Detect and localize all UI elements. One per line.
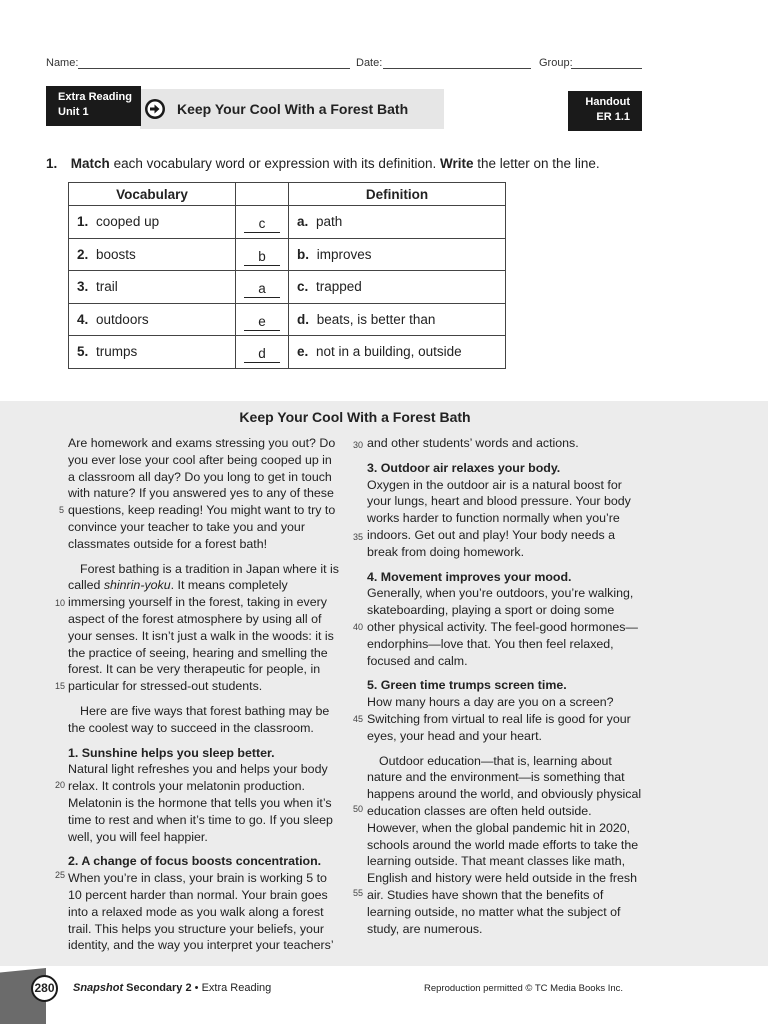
unit-line1: Extra Reading <box>58 91 132 103</box>
table-header-row <box>69 183 506 206</box>
line-number: 5 <box>59 505 65 515</box>
paragraph: Generally, when you’re outdoors, you’re walking, skateboarding, playing a sport or doing some other physical activity. The feel-good hormones—endorphins—love that. You then feel relaxed, focused and calm. <box>367 586 638 668</box>
definition-letter: a. <box>297 214 309 230</box>
definition-text: not in a building, outside <box>316 344 462 360</box>
section-heading: 1. Sunshine helps you sleep better. <box>68 745 275 760</box>
definition-header: Definition <box>289 183 506 206</box>
question-1-instruction <box>46 156 600 171</box>
line-number: 25 <box>55 870 66 880</box>
definition-letter: e. <box>297 344 309 360</box>
answer-blank[interactable]: b <box>244 249 280 266</box>
line-number: 35 <box>353 532 364 542</box>
table-row <box>69 238 506 271</box>
table-row <box>69 303 506 336</box>
vocab-word: trumps <box>96 344 138 360</box>
answer-header <box>236 183 289 206</box>
group-field[interactable] <box>571 68 642 69</box>
unit-tag <box>46 86 141 126</box>
vocab-word: boosts <box>96 246 136 262</box>
verb-write: Write <box>439 156 474 171</box>
line-number: 40 <box>353 622 364 632</box>
name-label: Name: <box>46 57 79 69</box>
definition-text: path <box>316 214 343 230</box>
paragraph-text: . It means completely immersing yourself in the forest, taking in every aspect of the forest atmosphere by using all of your senses. It isn’t just a walk in the woods: it is the practice of seeing, hearing and smelling the forest. It can be very therapeutic for people, in particular for stressed-out students. <box>68 578 334 694</box>
vocab-word: trail <box>96 279 118 295</box>
definition-text: improves <box>316 246 372 262</box>
table-row <box>69 271 506 304</box>
paragraph: Here are five ways that forest bathing may be the coolest way to succeed in the classroom. <box>68 703 330 735</box>
definition-letter: b. <box>297 246 309 262</box>
line-number: 15 <box>55 681 66 691</box>
table-row <box>69 336 506 369</box>
paragraph: Outdoor education—that is, learning about nature and the environment—is something that happens around the world, and obviously physical education classes are often held outside. However, when the global pandemic hit in 2020, schools around the world made efforts to take the learning outside. That meant classes like math, English and history were held outside in the fresh air. Studies have shown that the benefits of learning outside, no matter what the subject of study, are numerous. <box>367 753 642 936</box>
row-number: 3. <box>77 279 89 295</box>
handout-tag <box>568 91 642 131</box>
paragraph <box>68 561 340 695</box>
definition-letter: c. <box>297 279 309 295</box>
row-number: 4. <box>77 311 89 327</box>
handout-line1: Handout <box>585 96 630 108</box>
paragraph: Natural light refreshes you and helps your body relax. It controls your melatonin production. Melatonin is the hormone that tells you when it’s time to rest and when it’s time to go. If you sleep well, you will feel happier. <box>68 762 333 844</box>
section-heading: 5. Green time trumps screen time. <box>367 678 567 693</box>
group-label: Group: <box>539 57 573 69</box>
definition-letter: d. <box>297 311 309 327</box>
line-number: 45 <box>353 714 364 724</box>
vocabulary-table <box>68 182 506 369</box>
row-number: 1. <box>77 214 89 230</box>
vocab-word: outdoors <box>96 311 149 327</box>
verb-match: Match <box>70 156 110 171</box>
page-title: Keep Your Cool With a Forest Bath <box>177 101 409 117</box>
paragraph: When you’re in class, your brain is working 5 to 10 percent harder than normal. Your brain goes into a relaxed mode as you walk along a forest trail. This helps you structure your beliefs, your identity, and the way you interpret your teachers’ <box>68 871 334 953</box>
section-heading: 2. A change of focus boosts concentration. <box>68 854 322 869</box>
vocab-header: Vocabulary <box>69 183 236 206</box>
answer-blank[interactable]: a <box>244 281 280 298</box>
instruction-text-2: the letter on the line. <box>473 156 600 171</box>
date-label: Date: <box>356 57 383 69</box>
line-number: 20 <box>55 780 66 790</box>
line-number: 10 <box>55 598 66 608</box>
definition-text: beats, is better than <box>316 311 436 327</box>
rights-notice: Reproduction permitted © TC Media Books Inc. <box>424 983 624 994</box>
paragraph: Oxygen in the outdoor air is a natural boost for your lungs, heart and blood pressure. Your body works harder to function normally when you’re indoors. Get out and play! Your body needs a break from doing homework. <box>367 477 631 559</box>
vocab-word: cooped up <box>96 214 160 230</box>
definition-text: trapped <box>316 279 362 295</box>
name-field[interactable] <box>78 68 350 69</box>
footer-series <box>73 982 271 994</box>
handout-line2: ER 1.1 <box>596 111 630 123</box>
instruction-text-1: each vocabulary word or expression with its definition. <box>109 156 440 171</box>
answer-blank[interactable]: d <box>244 346 280 363</box>
section-heading: 4. Movement improves your mood. <box>367 569 572 584</box>
series-separator: • <box>191 982 202 994</box>
paragraph: Are homework and exams stressing you out? Do you ever lose your cool after being cooped up in a classroom all day? Do you long to get in touch with nature? If you answered yes to any of these questions, keep reading! You might want to try to convince your teacher to take you and your classmates outside for a forest bath! <box>68 436 336 551</box>
article-right-column <box>367 435 645 945</box>
question-number: 1. <box>46 156 58 171</box>
answer-blank[interactable]: e <box>244 314 280 331</box>
table-row <box>69 206 506 239</box>
line-number: 50 <box>353 804 364 814</box>
japanese-term: shinrin-yoku <box>103 578 171 593</box>
arrow-right-circle-icon <box>144 98 166 120</box>
line-number: 30 <box>353 440 364 450</box>
article-left-column <box>68 435 340 962</box>
row-number: 2. <box>77 246 89 262</box>
series-italic: Snapshot <box>73 982 124 994</box>
unit-line2: Unit 1 <box>58 106 89 118</box>
answer-blank[interactable]: c <box>244 216 280 233</box>
paragraph: How many hours a day are you on a screen? Switching from virtual to real life is good for your eyes, your head and your heart. <box>367 695 631 743</box>
paragraph: and other students’ words and actions. <box>367 436 579 450</box>
date-field[interactable] <box>383 68 531 69</box>
section-heading: 3. Outdoor air relaxes your body. <box>367 460 561 475</box>
article-title: Keep Your Cool With a Forest Bath <box>239 409 471 425</box>
line-number: 55 <box>353 888 364 898</box>
page-number: 280 <box>31 975 58 1002</box>
series-bold: Secondary 2 <box>123 982 192 994</box>
row-number: 5. <box>77 344 89 360</box>
series-rest: Extra Reading <box>201 982 272 994</box>
paragraph-text: Forest bathing is a tradition in Japan where it is called <box>68 561 339 593</box>
